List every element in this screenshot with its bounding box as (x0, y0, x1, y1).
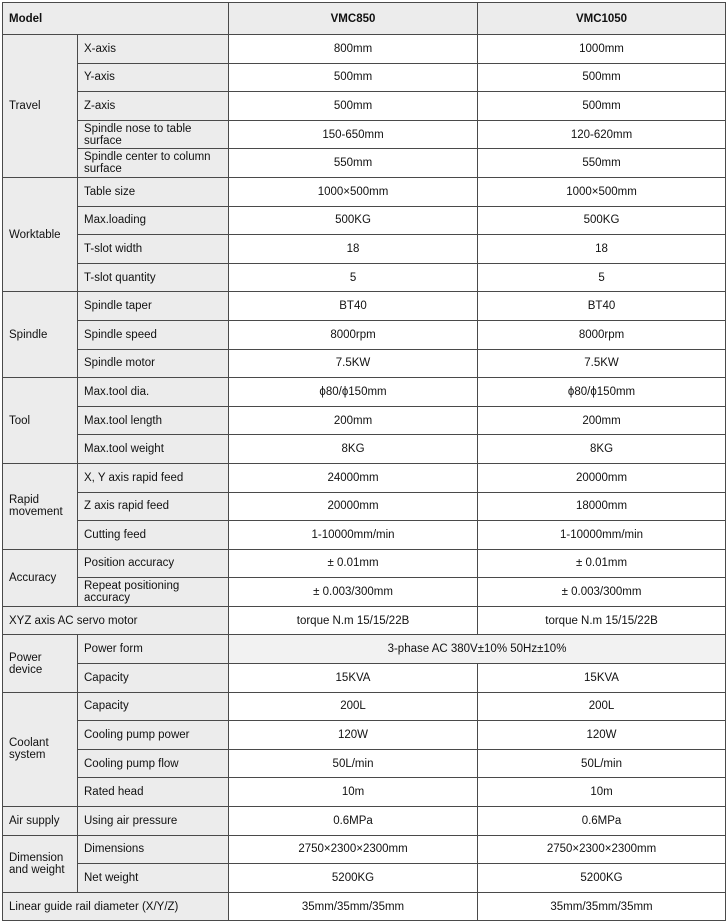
spec-value-vmc850: 2750×2300×2300mm (229, 835, 478, 864)
spec-item-label: Max.tool dia. (78, 378, 229, 407)
spec-value-vmc850: 800mm (229, 35, 478, 64)
spec-value-vmc1050: 2750×2300×2300mm (478, 835, 726, 864)
spec-value-vmc1050: 20000mm (478, 463, 726, 492)
spec-value-vmc850: 150-650mm (229, 120, 478, 149)
spec-value-vmc850: 18 (229, 235, 478, 264)
spec-item-label: Power form (78, 635, 229, 664)
category-air-supply: Air supply (3, 807, 78, 836)
table-row (3, 692, 726, 721)
spec-value-vmc1050: torque N.m 15/15/22B (478, 606, 726, 635)
spec-item-label: Spindle center to column surface (78, 149, 229, 178)
spec-value-vmc1050: 550mm (478, 149, 726, 178)
category-tool: Tool (3, 378, 78, 464)
spec-item-label: X-axis (78, 35, 229, 64)
header-row (3, 3, 726, 35)
spec-item-label: Spindle speed (78, 320, 229, 349)
spec-value-vmc1050: 5 (478, 263, 726, 292)
table-row (3, 349, 726, 378)
spec-item-label: Net weight (78, 864, 229, 893)
table-row (3, 235, 726, 264)
spec-row-label: XYZ axis AC servo motor (3, 606, 229, 635)
spec-value-vmc1050: 1000mm (478, 35, 726, 64)
spec-value-vmc1050: 1000×500mm (478, 177, 726, 206)
table-row (3, 635, 726, 664)
spec-value-vmc1050: ± 0.01mm (478, 549, 726, 578)
spec-value-vmc850: 15KVA (229, 664, 478, 693)
spec-value-vmc850: 500mm (229, 63, 478, 92)
spec-item-label: Spindle taper (78, 292, 229, 321)
table-row (3, 406, 726, 435)
spec-value-vmc1050: 35mm/35mm/35mm (478, 892, 726, 921)
spec-item-label: Max.tool weight (78, 435, 229, 464)
table-row (3, 864, 726, 893)
category-power-device: Power device (3, 635, 78, 692)
spec-value-vmc850: 1000×500mm (229, 177, 478, 206)
table-row (3, 63, 726, 92)
table-row (3, 149, 726, 178)
model-vmc1050-header: VMC1050 (478, 3, 726, 35)
spec-value-vmc1050: 18 (478, 235, 726, 264)
table-row (3, 749, 726, 778)
table-row (3, 263, 726, 292)
spec-value-vmc1050: 8KG (478, 435, 726, 464)
spec-item-label: Z-axis (78, 92, 229, 121)
table-row (3, 721, 726, 750)
spec-value-vmc850: ± 0.01mm (229, 549, 478, 578)
table-row (3, 35, 726, 64)
spec-value-vmc850: 550mm (229, 149, 478, 178)
table-row (3, 463, 726, 492)
spec-item-label: T-slot quantity (78, 263, 229, 292)
spec-item-label: Spindle motor (78, 349, 229, 378)
category-accuracy: Accuracy (3, 549, 78, 606)
spec-value-vmc1050: 0.6MPa (478, 807, 726, 836)
spec-value-vmc1050: 15KVA (478, 664, 726, 693)
spec-item-label: Y-axis (78, 63, 229, 92)
spec-value-vmc850: BT40 (229, 292, 478, 321)
spec-value-vmc1050: 5200KG (478, 864, 726, 893)
spec-item-label: Repeat positioning accuracy (78, 578, 229, 607)
table-row (3, 778, 726, 807)
spec-value-vmc850: ϕ80/ϕ150mm (229, 378, 478, 407)
spec-item-label: Rated head (78, 778, 229, 807)
table-row (3, 549, 726, 578)
spec-value-vmc850: 8KG (229, 435, 478, 464)
table-row (3, 807, 726, 836)
spec-value-vmc1050: ± 0.003/300mm (478, 578, 726, 607)
spec-value-vmc850: 7.5KW (229, 349, 478, 378)
spec-value-vmc1050: 200L (478, 692, 726, 721)
spec-value-vmc850: 5200KG (229, 864, 478, 893)
spec-body (3, 35, 726, 921)
spec-item-label: Max.tool length (78, 406, 229, 435)
spec-item-label: Max.loading (78, 206, 229, 235)
spec-value-vmc1050: 120-620mm (478, 120, 726, 149)
spec-item-label: Z axis rapid feed (78, 492, 229, 521)
spec-value-vmc1050: 120W (478, 721, 726, 750)
spec-value-vmc850: 8000rpm (229, 320, 478, 349)
category-spindle: Spindle (3, 292, 78, 378)
spec-value-vmc1050: 18000mm (478, 492, 726, 521)
category-rapid-movement: Rapid movement (3, 463, 78, 549)
spec-item-label: Spindle nose to table surface (78, 120, 229, 149)
spec-item-label: X, Y axis rapid feed (78, 463, 229, 492)
table-row (3, 92, 726, 121)
spec-value-vmc1050: 50L/min (478, 749, 726, 778)
spec-value-vmc1050: BT40 (478, 292, 726, 321)
spec-value-vmc1050: 500mm (478, 92, 726, 121)
table-row (3, 521, 726, 550)
spec-item-label: T-slot width (78, 235, 229, 264)
table-row (3, 320, 726, 349)
spec-value-vmc850: 200mm (229, 406, 478, 435)
spec-value-vmc850: 50L/min (229, 749, 478, 778)
spec-value-vmc850: 500mm (229, 92, 478, 121)
spec-value-vmc850: 10m (229, 778, 478, 807)
table-row (3, 120, 726, 149)
category-worktable: Worktable (3, 177, 78, 291)
spec-value-vmc1050: 10m (478, 778, 726, 807)
spec-value-vmc1050: 8000rpm (478, 320, 726, 349)
table-row (3, 435, 726, 464)
spec-row-label: Linear guide rail diameter (X/Y/Z) (3, 892, 229, 921)
table-row (3, 378, 726, 407)
spec-value-vmc850: 1-10000mm/min (229, 521, 478, 550)
spec-table (2, 2, 726, 921)
table-row (3, 292, 726, 321)
spec-value-vmc1050: 500mm (478, 63, 726, 92)
spec-value-vmc850: 5 (229, 263, 478, 292)
spec-value-vmc1050: 7.5KW (478, 349, 726, 378)
spec-value-vmc1050: 500KG (478, 206, 726, 235)
spec-item-label: Capacity (78, 692, 229, 721)
spec-value-vmc850: ± 0.003/300mm (229, 578, 478, 607)
table-row (3, 206, 726, 235)
spec-item-label: Dimensions (78, 835, 229, 864)
spec-item-label: Cooling pump flow (78, 749, 229, 778)
spec-item-label: Position accuracy (78, 549, 229, 578)
category-coolant-system: Coolant system (3, 692, 78, 806)
spec-value-vmc850: torque N.m 15/15/22B (229, 606, 478, 635)
table-row (3, 578, 726, 607)
spec-value-vmc850: 200L (229, 692, 478, 721)
spec-value-vmc1050: 200mm (478, 406, 726, 435)
table-row (3, 177, 726, 206)
spec-value-vmc850: 35mm/35mm/35mm (229, 892, 478, 921)
table-row (3, 892, 726, 921)
spec-value-vmc850: 120W (229, 721, 478, 750)
table-row (3, 606, 726, 635)
spec-item-label: Table size (78, 177, 229, 206)
model-vmc850-header: VMC850 (229, 3, 478, 35)
spec-value-shared: 3-phase AC 380V±10% 50Hz±10% (229, 635, 726, 664)
category-travel: Travel (3, 35, 78, 178)
table-row (3, 492, 726, 521)
spec-item-label: Capacity (78, 664, 229, 693)
model-header: Model (3, 3, 229, 35)
spec-item-label: Using air pressure (78, 807, 229, 836)
spec-value-vmc850: 24000mm (229, 463, 478, 492)
spec-value-vmc850: 0.6MPa (229, 807, 478, 836)
spec-value-vmc850: 500KG (229, 206, 478, 235)
category-dimension-and-weight: Dimension and weight (3, 835, 78, 892)
spec-item-label: Cutting feed (78, 521, 229, 550)
spec-item-label: Cooling pump power (78, 721, 229, 750)
spec-value-vmc1050: ϕ80/ϕ150mm (478, 378, 726, 407)
spec-value-vmc850: 20000mm (229, 492, 478, 521)
spec-value-vmc1050: 1-10000mm/min (478, 521, 726, 550)
table-row (3, 835, 726, 864)
table-row (3, 664, 726, 693)
